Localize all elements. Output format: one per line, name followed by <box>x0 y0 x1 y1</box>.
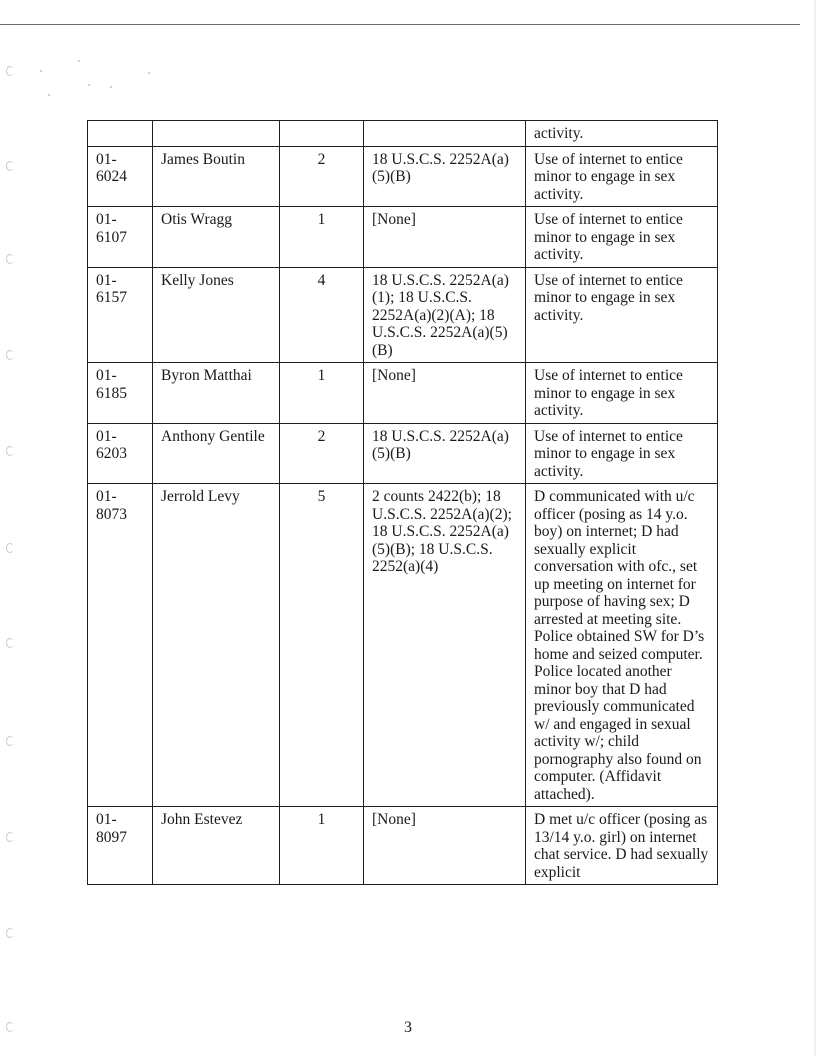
scan-speck <box>78 60 80 62</box>
defendant-name-cell <box>153 121 280 147</box>
table-row <box>88 484 718 807</box>
defendant-name-cell: Byron Matthai <box>153 363 280 424</box>
facts-cell: activity. <box>526 121 718 147</box>
facts-cell: Use of internet to entice minor to engage in sex activity. <box>526 363 718 424</box>
table-row <box>88 423 718 484</box>
case-number-cell <box>88 121 153 147</box>
defendant-name-cell: John Estevez <box>153 807 280 885</box>
binder-hole-mark <box>6 161 14 171</box>
defendant-name-cell: Otis Wragg <box>153 207 280 268</box>
page-number: 3 <box>404 1019 412 1036</box>
statute-cell: 18 U.S.C.S. 2252A(a)(1); 18 U.S.C.S. 2252A(a)(2)(A); 18 U.S.C.S. 2252A(a)(5)(B) <box>364 267 526 363</box>
case-number-cell: 01-6024 <box>88 146 153 207</box>
binder-hole-mark <box>6 446 14 456</box>
case-number-cell: 01-6157 <box>88 267 153 363</box>
scan-speck <box>148 72 150 74</box>
binder-hole-mark <box>6 350 14 360</box>
scan-speck <box>40 70 42 72</box>
statute-cell: [None] <box>364 363 526 424</box>
binder-hole-mark <box>6 638 14 648</box>
facts-cell: D met u/c officer (posing as 13/14 y.o. girl) on internet chat service. D had sexually explicit <box>526 807 718 885</box>
case-table <box>87 120 718 885</box>
table-row <box>88 121 718 147</box>
count-cell: 5 <box>280 484 364 807</box>
scan-speck <box>48 94 50 96</box>
defendant-name-cell: Kelly Jones <box>153 267 280 363</box>
facts-cell: Use of internet to entice minor to engage in sex activity. <box>526 267 718 363</box>
count-cell: 1 <box>280 363 364 424</box>
binder-hole-mark <box>6 543 14 553</box>
count-cell: 2 <box>280 423 364 484</box>
binder-hole-mark <box>6 736 14 746</box>
binder-hole-mark <box>6 66 14 76</box>
case-number-cell: 01-6107 <box>88 207 153 268</box>
facts-cell: D communicated with u/c officer (posing as 14 y.o. boy) on internet; D had sexually explicit conversation with ofc., set up meeting on internet for purpose of having sex; D arrested at meeting site. Police obtained SW for D’s home and seized computer. Police located another minor boy that D had previously communicated w/ and engaged in sexual activity w/; child pornography also found on computer. (Affidavit attached). <box>526 484 718 807</box>
scan-speck <box>88 84 90 86</box>
facts-cell: Use of internet to entice minor to engage in sex activity. <box>526 423 718 484</box>
count-cell: 2 <box>280 146 364 207</box>
binder-hole-mark <box>6 928 14 938</box>
statute-cell: [None] <box>364 807 526 885</box>
defendant-name-cell: Jerrold Levy <box>153 484 280 807</box>
binder-hole-mark <box>6 832 14 842</box>
facts-cell: Use of internet to entice minor to engage in sex activity. <box>526 146 718 207</box>
statute-cell: 2 counts 2422(b); 18 U.S.C.S. 2252A(a)(2); 18 U.S.C.S. 2252A(a)(5)(B); 18 U.S.C.S. 2252(a)(4) <box>364 484 526 807</box>
binder-hole-mark <box>6 254 14 264</box>
case-number-cell: 01-6203 <box>88 423 153 484</box>
statute-cell <box>364 121 526 147</box>
defendant-name-cell: Anthony Gentile <box>153 423 280 484</box>
facts-cell: Use of internet to entice minor to engage in sex activity. <box>526 207 718 268</box>
case-number-cell: 01-8097 <box>88 807 153 885</box>
header-rule <box>0 24 800 25</box>
table-row <box>88 146 718 207</box>
case-number-cell: 01-8073 <box>88 484 153 807</box>
statute-cell: [None] <box>364 207 526 268</box>
count-cell: 1 <box>280 807 364 885</box>
statute-cell: 18 U.S.C.S. 2252A(a)(5)(B) <box>364 423 526 484</box>
table-row <box>88 363 718 424</box>
statute-cell: 18 U.S.C.S. 2252A(a)(5)(B) <box>364 146 526 207</box>
count-cell: 4 <box>280 267 364 363</box>
table-row <box>88 267 718 363</box>
defendant-name-cell: James Boutin <box>153 146 280 207</box>
table-row <box>88 207 718 268</box>
count-cell <box>280 121 364 147</box>
count-cell: 1 <box>280 207 364 268</box>
case-number-cell: 01-6185 <box>88 363 153 424</box>
scan-speck <box>110 86 112 88</box>
table-row <box>88 807 718 885</box>
